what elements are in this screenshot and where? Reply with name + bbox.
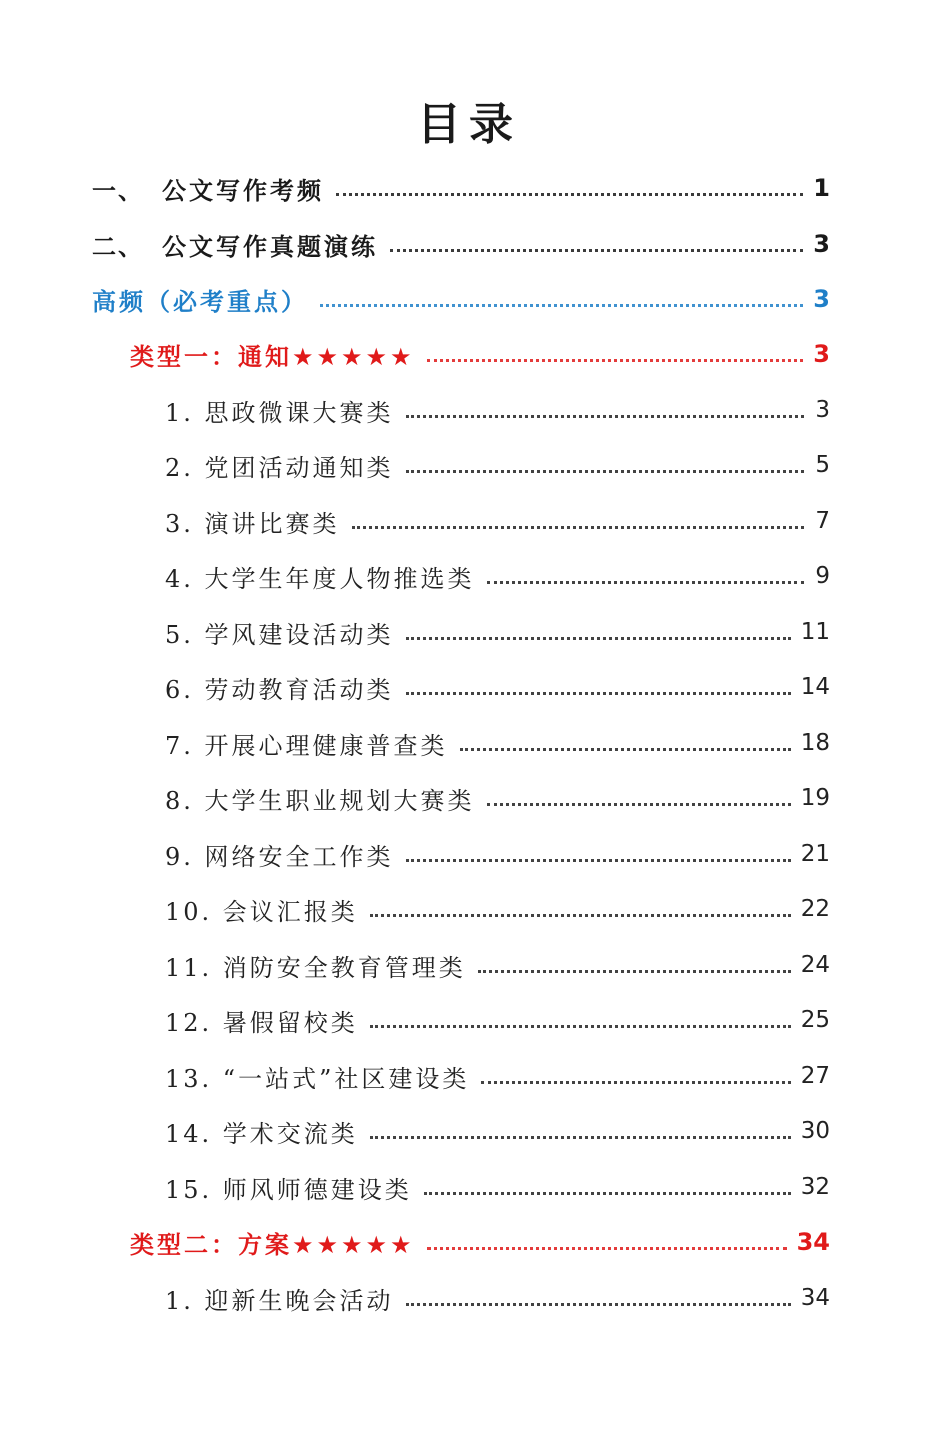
toc-page-number: 1 xyxy=(813,174,830,202)
toc-entry-label: 类型二：方案★★★★★ xyxy=(130,1230,415,1259)
toc-entry-label: 4. 大学生年度人物推选类 xyxy=(165,564,475,593)
toc-entry-section-1[interactable] xyxy=(92,160,830,216)
toc-entry-item[interactable] xyxy=(165,437,830,493)
dot-leader xyxy=(406,1303,791,1306)
toc-entry-text: 公文写作考频 xyxy=(162,176,324,205)
dot-leader xyxy=(406,415,804,418)
dot-leader xyxy=(478,970,791,973)
dot-leader xyxy=(424,1192,791,1195)
page-title: 目录 xyxy=(417,99,521,150)
toc-entry-label: 1. 思政微课大赛类 xyxy=(165,398,394,427)
toc-entry-label: 1. 迎新生晚会活动 xyxy=(165,1286,394,1315)
toc-entry-label: 12. 暑假留校类 xyxy=(165,1008,358,1037)
toc-page-number: 19 xyxy=(800,785,830,811)
toc-entry-item[interactable] xyxy=(165,659,830,715)
toc-entry-label xyxy=(92,227,378,262)
toc-page-number: 25 xyxy=(800,1007,830,1033)
toc-entry-section-2[interactable] xyxy=(92,216,830,272)
toc-page-number: 3 xyxy=(813,340,830,368)
toc-entry-label xyxy=(92,171,324,206)
dot-leader xyxy=(406,470,804,473)
toc-page-number: 32 xyxy=(800,1174,830,1200)
dot-leader xyxy=(406,637,791,640)
toc-page-number: 7 xyxy=(815,508,830,534)
toc-entry-label: 6. 劳动教育活动类 xyxy=(165,675,394,704)
toc-entry-item[interactable] xyxy=(165,937,830,993)
toc-entry-item[interactable] xyxy=(165,548,830,604)
toc-entry-item[interactable] xyxy=(165,826,830,882)
toc-page-number: 21 xyxy=(800,841,830,867)
toc-entry-item[interactable] xyxy=(165,1103,830,1159)
toc-entry-type-2[interactable] xyxy=(130,1214,830,1270)
toc-entry-text: 公文写作真题演练 xyxy=(162,232,378,261)
toc-page-number: 3 xyxy=(815,397,830,423)
toc-entry-label: 高频（必考重点） xyxy=(92,287,308,316)
toc-page-number: 22 xyxy=(800,896,830,922)
toc-entry-number: 二、 xyxy=(92,232,144,261)
toc-page-number: 9 xyxy=(815,563,830,589)
toc-entry-label: 15. 师风师德建设类 xyxy=(165,1175,412,1204)
toc-entry-label: 10. 会议汇报类 xyxy=(165,897,358,926)
toc-page-number: 3 xyxy=(813,230,830,258)
toc-page-number: 30 xyxy=(800,1118,830,1144)
dot-leader xyxy=(336,193,803,196)
toc-page-number: 5 xyxy=(815,452,830,478)
toc-page-number: 34 xyxy=(800,1285,830,1311)
dot-leader xyxy=(406,859,791,862)
toc-page-number: 3 xyxy=(813,285,830,313)
toc-entry-item[interactable] xyxy=(165,604,830,660)
toc-page-number: 14 xyxy=(800,674,830,700)
toc-page-number: 34 xyxy=(796,1228,830,1256)
toc-page-number: 18 xyxy=(800,730,830,756)
dot-leader xyxy=(406,692,791,695)
toc-entry-type-1[interactable] xyxy=(130,326,830,382)
toc-entry-label: 14. 学术交流类 xyxy=(165,1119,358,1148)
toc-entry-item[interactable] xyxy=(165,1270,830,1326)
toc-entry-item[interactable] xyxy=(165,715,830,771)
toc-entry-high-frequency[interactable] xyxy=(92,271,830,327)
toc-entry-label: 13. “一站式”社区建设类 xyxy=(165,1064,470,1093)
toc-entry-label: 2. 党团活动通知类 xyxy=(165,453,394,482)
toc-entry-item[interactable] xyxy=(165,382,830,438)
dot-leader xyxy=(427,1247,787,1250)
toc-entry-item[interactable] xyxy=(165,1048,830,1104)
toc-entry-item[interactable] xyxy=(165,881,830,937)
dot-leader xyxy=(427,359,804,362)
dot-leader xyxy=(352,526,804,529)
dot-leader xyxy=(370,1025,791,1028)
toc-entry-label: 5. 学风建设活动类 xyxy=(165,620,394,649)
toc-entry-number: 一、 xyxy=(92,176,144,205)
toc-entry-label: 11. 消防安全教育管理类 xyxy=(165,953,466,982)
toc-entry-item[interactable] xyxy=(165,493,830,549)
dot-leader xyxy=(370,914,791,917)
toc-entry-label: 8. 大学生职业规划大赛类 xyxy=(165,786,475,815)
toc-page-number: 24 xyxy=(800,952,830,978)
toc-entry-item[interactable] xyxy=(165,992,830,1048)
toc-entry-label: 9. 网络安全工作类 xyxy=(165,842,394,871)
toc-page-number: 27 xyxy=(800,1063,830,1089)
toc-entry-item[interactable] xyxy=(165,1159,830,1215)
dot-leader xyxy=(487,581,804,584)
toc-entry-label: 类型一：通知★★★★★ xyxy=(130,342,415,371)
dot-leader xyxy=(481,1081,790,1084)
toc-page-number: 11 xyxy=(800,619,830,645)
dot-leader xyxy=(370,1136,791,1139)
toc-entry-label: 7. 开展心理健康普查类 xyxy=(165,731,448,760)
toc-entry-item[interactable] xyxy=(165,770,830,826)
dot-leader xyxy=(320,304,803,307)
dot-leader xyxy=(460,748,791,751)
dot-leader xyxy=(390,249,803,252)
dot-leader xyxy=(487,803,791,806)
toc-entry-label: 3. 演讲比赛类 xyxy=(165,509,340,538)
